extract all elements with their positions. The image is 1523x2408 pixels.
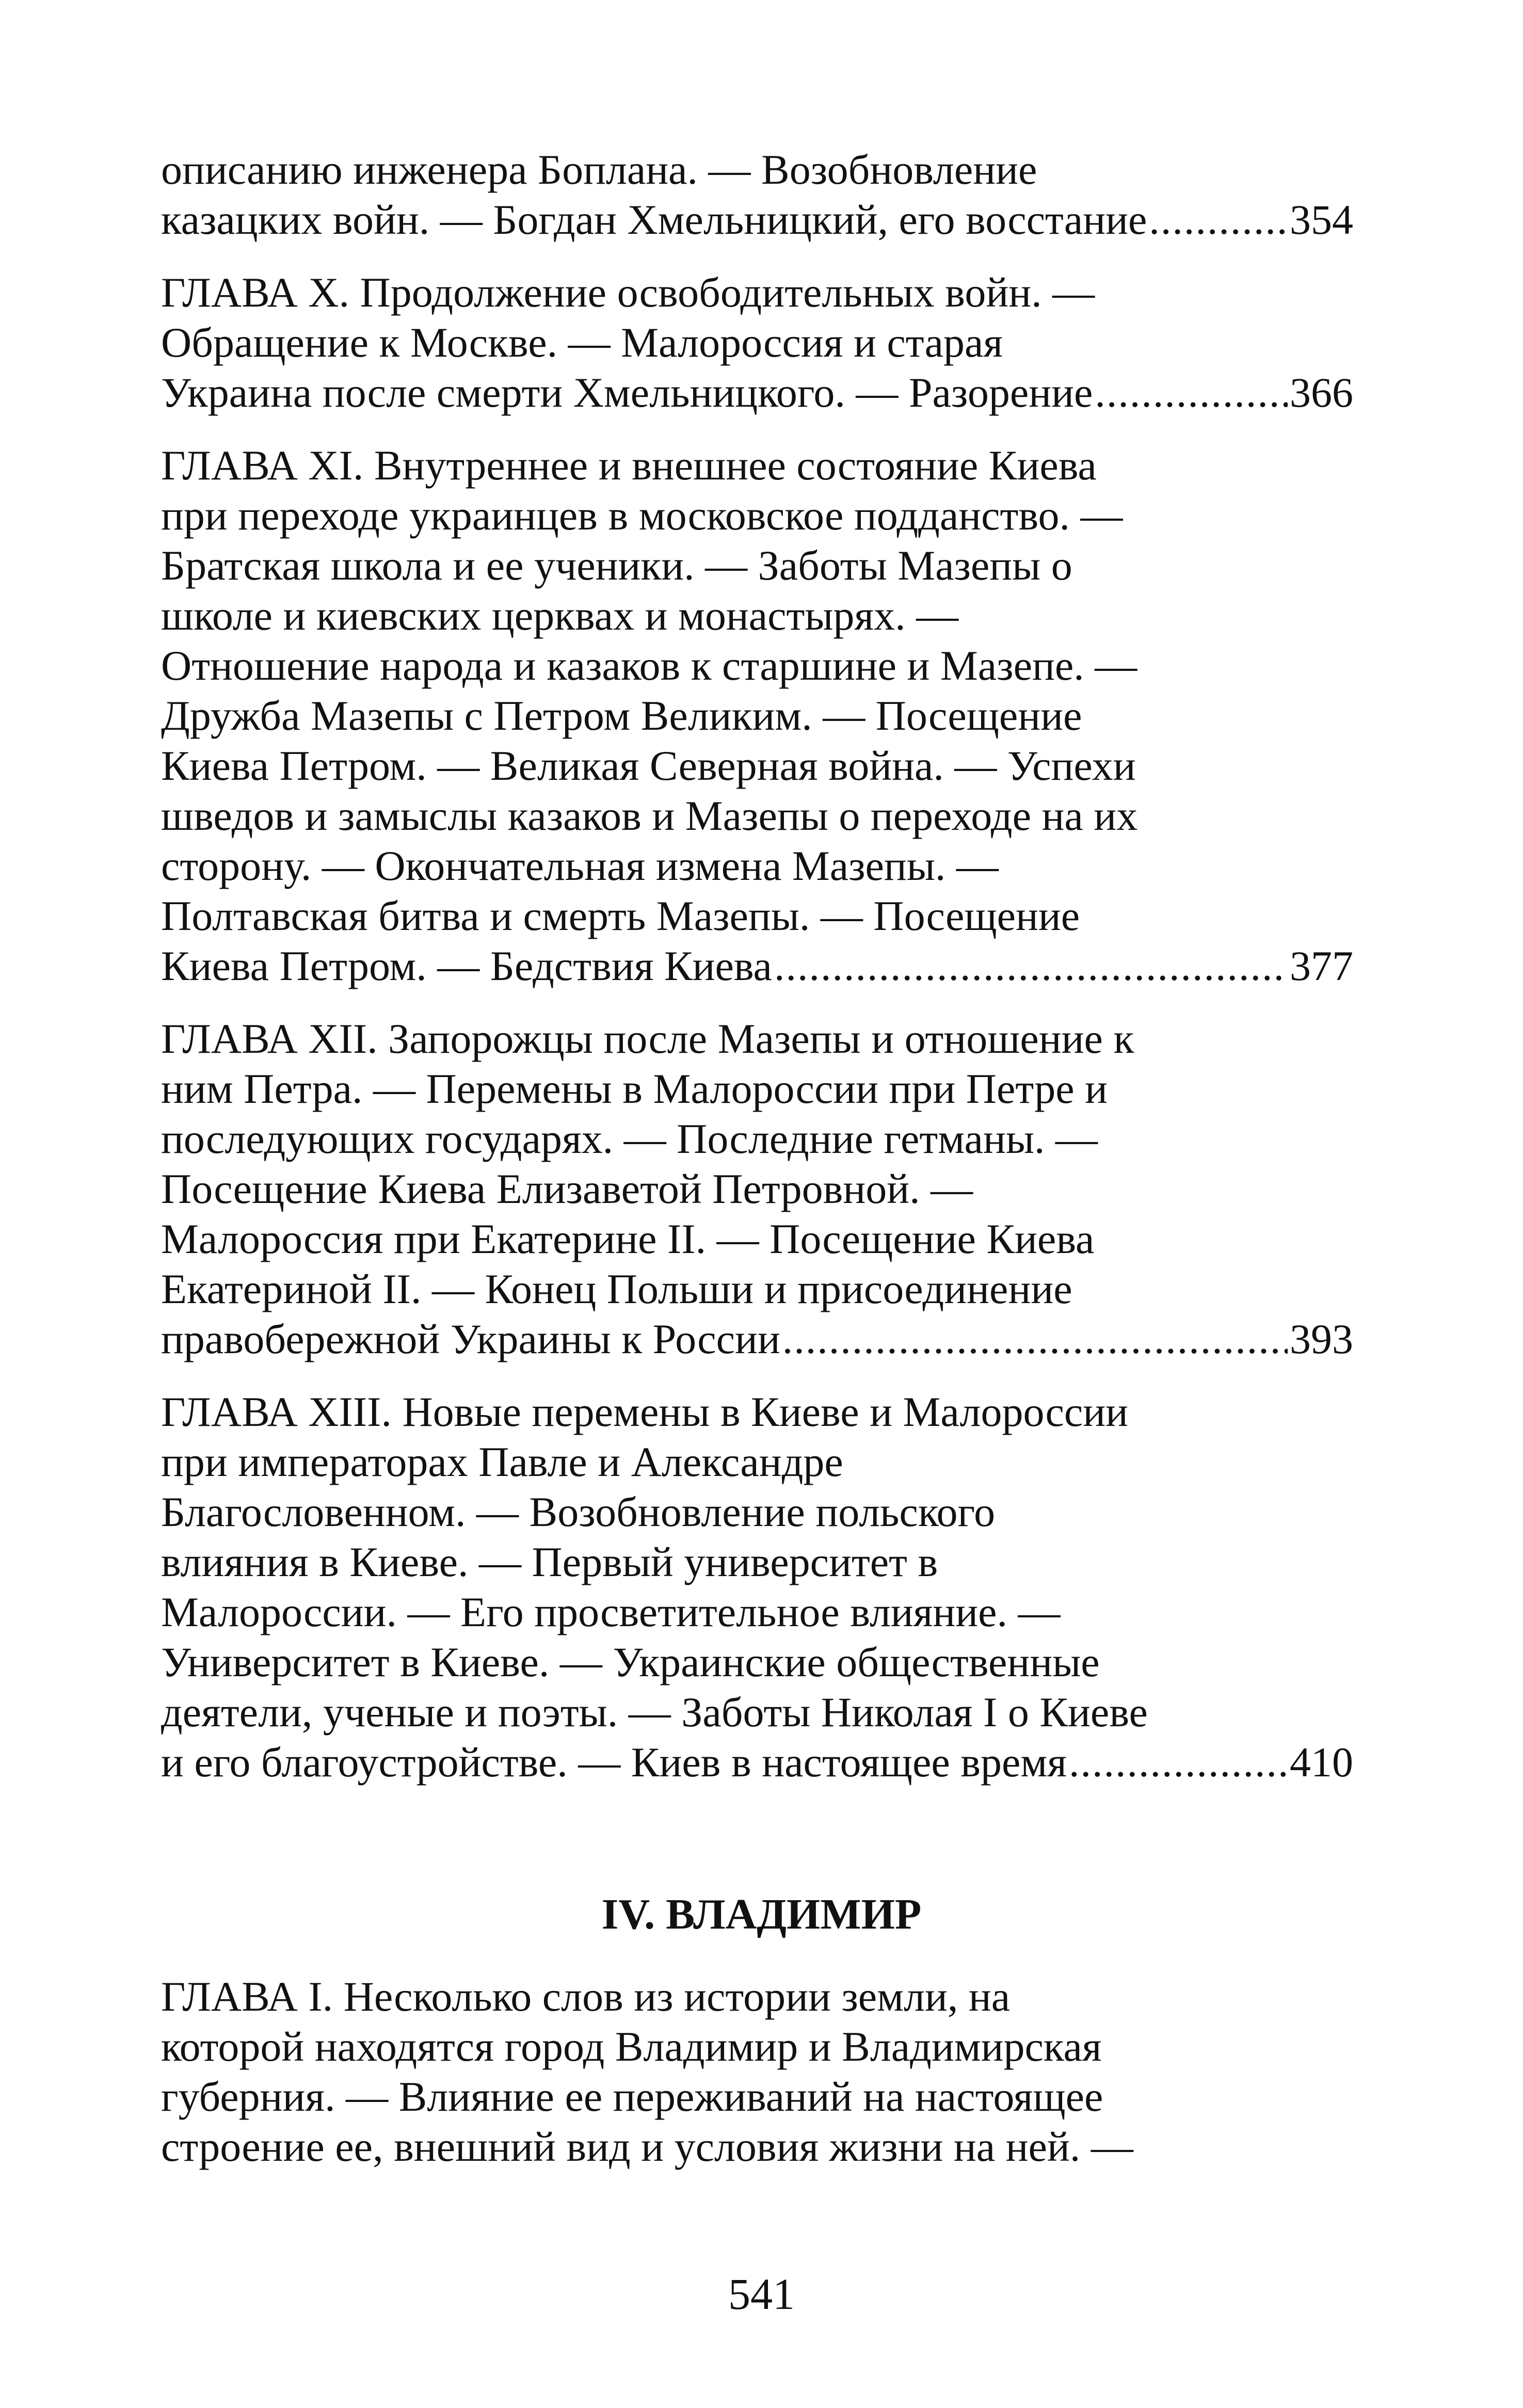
entry-line: Полтавская битва и смерть Мазепы. — Посещение	[161, 892, 1080, 939]
dot-leader	[782, 1314, 1288, 1364]
entry-line: шведов и замыслы казаков и Мазепы о переходе на их	[161, 792, 1138, 839]
entry-line: ГЛАВА X. Продолжение освободительных войн. —	[161, 269, 1095, 316]
entry-line: которой находятся город Владимир и Владимирская	[161, 2023, 1102, 2070]
entry-line: Украина после смерти Хмельницкого. — Разорение	[161, 369, 1093, 416]
entry-line: казацких войн. — Богдан Хмельницкий, его восстание	[161, 196, 1147, 243]
entry-line: губерния. — Влияние ее переживаний на настоящее	[161, 2073, 1103, 2120]
entry-line: сторону. — Окончательная измена Мазепы. —	[161, 842, 999, 889]
entry-line: Отношение народа и казаков к старшине и Мазепе. —	[161, 642, 1137, 689]
entry-line: ГЛАВА XII. Запорожцы после Мазепы и отношение к	[161, 1015, 1134, 1062]
entry-line: Благословенном. — Возобновление польского	[161, 1488, 996, 1535]
entry-last-line	[161, 941, 1353, 991]
entry-page-number: 393	[1290, 1315, 1353, 1362]
entry-line: и его благоустройстве. — Киев в настоящее время	[161, 1739, 1067, 1786]
entry-line: Дружба Мазепы с Петром Великим. — Посещение	[161, 692, 1082, 739]
entry-line: правобережной Украины к России	[161, 1315, 780, 1362]
section-heading: IV. ВЛАДИМИР	[601, 1890, 922, 1938]
toc-entry-chapter-xiii	[161, 1387, 1353, 1787]
entry-line: при переходе украинцев в московское подданство. —	[161, 492, 1123, 539]
dot-leader	[1149, 195, 1288, 245]
entry-page-number: 366	[1290, 369, 1353, 416]
entry-line: Университет в Киеве. — Украинские общественные	[161, 1639, 1100, 1685]
entry-last-line	[161, 367, 1353, 418]
entry-line: влияния в Киеве. — Первый университет в	[161, 1538, 938, 1585]
entry-page-number: 354	[1290, 196, 1353, 243]
entry-line: ГЛАВА I. Несколько слов из истории земли, на	[161, 1973, 1011, 2020]
page-number: 541	[728, 2269, 795, 2319]
toc-entry-chapter-xii	[161, 1014, 1353, 1364]
entry-page-number: 410	[1290, 1739, 1353, 1786]
entry-line: ГЛАВА XI. Внутреннее и внешнее состояние Киева	[161, 442, 1097, 489]
entry-line: ГЛАВА XIII. Новые перемены в Киеве и Малороссии	[161, 1388, 1129, 1435]
dot-leader	[774, 941, 1288, 991]
entry-last-line	[161, 1314, 1353, 1364]
entry-line: Обращение к Москве. — Малороссия и старая	[161, 319, 1003, 366]
entry-line: Екатериной II. — Конец Польши и присоединение	[161, 1265, 1072, 1312]
dot-leader	[1069, 1737, 1288, 1787]
entry-page-number: 377	[1290, 942, 1353, 989]
entry-line: строение ее, внешний вид и условия жизни на ней. —	[161, 2123, 1133, 2170]
entry-line: деятели, ученые и поэты. — Заботы Николая I о Киеве	[161, 1689, 1148, 1736]
entry-line: Братская школа и ее ученики. — Заботы Мазепы о	[161, 542, 1072, 589]
toc-entry-chapter-x	[161, 267, 1353, 418]
entry-last-line	[161, 1737, 1353, 1787]
entry-line: Посещение Киева Елизаветой Петровной. —	[161, 1165, 973, 1212]
toc-entry-chapter-xi	[161, 440, 1353, 991]
dot-leader	[1095, 367, 1288, 418]
entry-line: Киева Петром. — Великая Северная война. — Успехи	[161, 742, 1136, 789]
toc-entry-chapter-ix-continued	[161, 145, 1353, 245]
toc-entry-vladimir-chapter-i	[161, 1971, 1353, 2172]
entry-line: школе и киевских церквах и монастырях. —	[161, 592, 959, 639]
entry-line: ним Петра. — Перемены в Малороссии при Петре и	[161, 1065, 1108, 1112]
entry-line: Малороссии. — Его просветительное влияние. —	[161, 1588, 1061, 1635]
entry-line: при императорах Павле и Александре	[161, 1438, 843, 1485]
entry-line: Киева Петром. — Бедствия Киева	[161, 942, 772, 989]
table-of-contents	[161, 145, 1353, 1810]
entry-last-line	[161, 195, 1353, 245]
entry-line: последующих государях. — Последние гетманы. —	[161, 1115, 1098, 1162]
entry-line: описанию инженера Боплана. — Возобновление	[161, 146, 1037, 193]
entry-line: Малороссия при Екатерине II. — Посещение Киева	[161, 1215, 1095, 1262]
